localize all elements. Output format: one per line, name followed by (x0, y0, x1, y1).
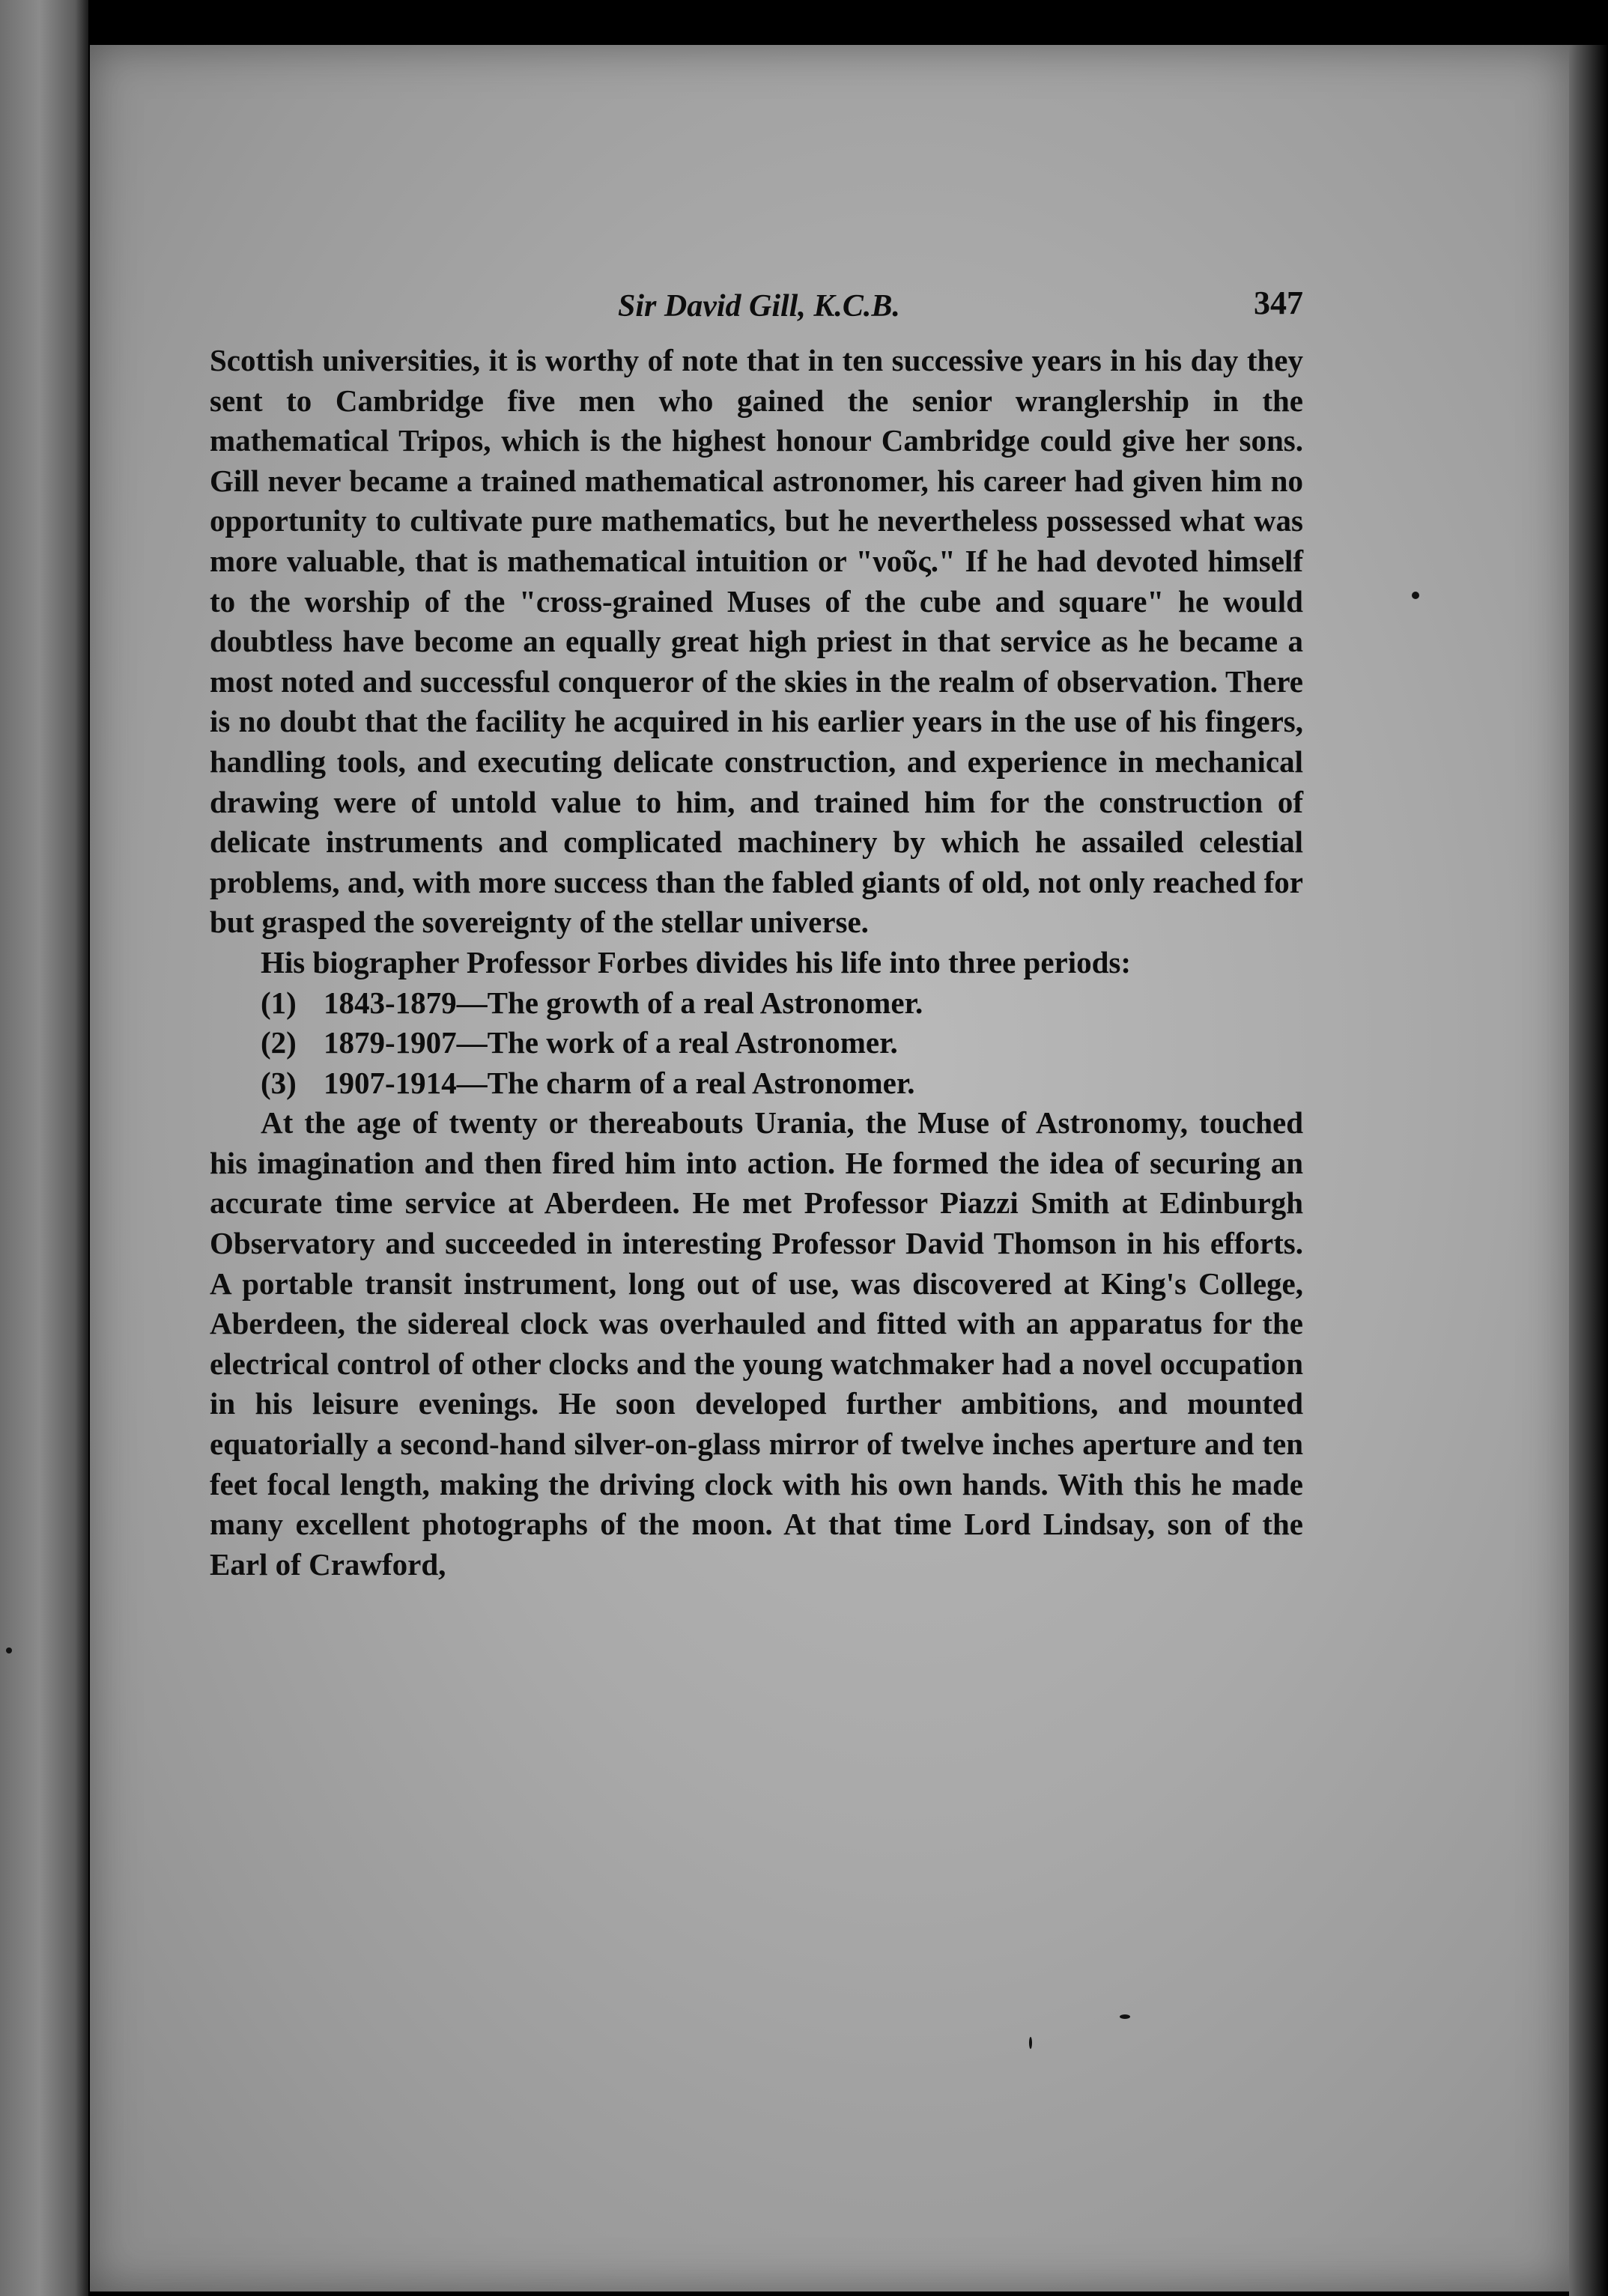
page-number: 347 (1254, 285, 1303, 321)
list-marker: (2) (261, 1025, 297, 1060)
facing-page-edge (0, 0, 88, 2296)
speck (1412, 592, 1419, 599)
periods-list (210, 983, 1303, 1104)
list-item (210, 1063, 1303, 1104)
paragraph-continuation: Scottish universities, it is worthy of note that in ten successive years in his day they sent to Cambridge five men who gained the senior wranglership in the mathematical Tripos, which is the highest honour Cambridge could give her sons. Gill never became a trained mathematical astronomer, his career had given him no opportunity to cultivate pure mathematics, but he nevertheless possessed what was more valuable, that is mathematical intuition or "νοῦς." If he had devoted himself to the worship of the "cross-grained Muses of the cube and square" he would doubtless have become an equally great high priest in that service as he became a most noted and successful conqueror of the skies in the realm of observation. There is no doubt that the facility he acquired in his earlier years in the use of his fingers, handling tools, and executing delicate construction, and experience in mechanical drawing were of untold value to him, and trained him for the construction of delicate instruments and complicated machinery by which he assailed celestial problems, and, with more success than the fabled giants of old, not only reached for but grasped the sovereignty of the stellar universe. (210, 343, 1303, 940)
list-item-text: 1879-1907—The work of a real Astronomer. (324, 1025, 898, 1060)
list-marker: (1) (261, 985, 297, 1020)
paragraph-urania: At the age of twenty or thereabouts Urania, the Muse of Astronomy, touched his imagination and then fired him into action. He formed the idea of securing an accurate time service at Aberdeen. He met Professor Piazzi Smith at Edinburgh Observatory and succeeded in interesting Professor David Thomson in his efforts. A portable transit instrument, long out of use, was discovered at King's College, Aberdeen, the sidereal clock was overhauled and fitted with an apparatus for the electrical control of other clocks and the young watchmaker had a novel occupation in his leisure evenings. He soon developed further ambitions, and mounted equatorially a second-hand silver-on-glass mirror of twelve inches aperture and ten feet focal length, making the driving clock with his own hands. With this he made many excellent photographs of the moon. At that time Lord Lindsay, son of the Earl of Crawford, (210, 1105, 1303, 1582)
list-marker: (3) (261, 1065, 297, 1100)
list-item (210, 1023, 1303, 1063)
list-item-text: 1843-1879—The growth of a real Astronomer. (324, 985, 923, 1020)
speck (1120, 2014, 1130, 2019)
page-edge-shadow (1569, 45, 1608, 2296)
paragraph-periods-intro: His biographer Professor Forbes divides his life into three periods: (261, 944, 1132, 980)
speck (1029, 2037, 1032, 2049)
running-head (210, 285, 1303, 341)
running-title: Sir David Gill, K.C.B. (618, 289, 900, 324)
list-item-text: 1907-1914—The charm of a real Astronomer. (324, 1065, 915, 1100)
list-item (210, 983, 1303, 1024)
page-text (210, 285, 1303, 1585)
speck (6, 1647, 12, 1653)
